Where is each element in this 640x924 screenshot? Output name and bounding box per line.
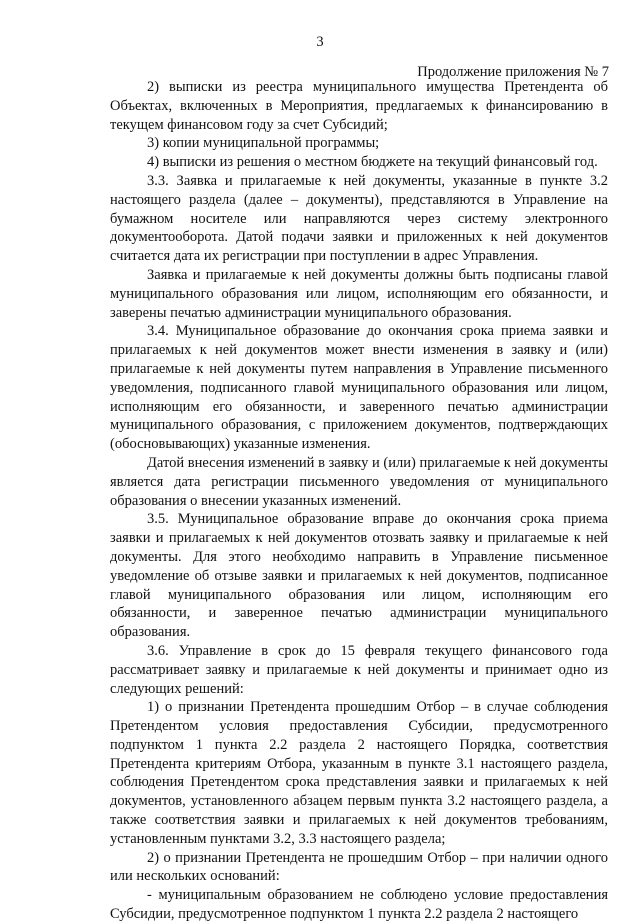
paragraph: 4) выписки из решения о местном бюджете на текущий финансовый год. <box>147 154 598 171</box>
paragraph: Датой внесения изменений в заявку и (или) прилагаемые к ней документы является дата регистрации письменного уведомления от муниципального образования о внесении указанных изменений. <box>110 454 608 509</box>
paragraph: 3.3. Заявка и прилагаемые к ней документы, указанные в пункте 3.2 настоящего раздела (далее – документы), представляются в Управление на бумажном носителе или направляются через систему электронного документооборота. Датой подачи заявки и приложенных к ней документов считается дата их регистрации при поступлении в адрес Управления. <box>110 172 608 265</box>
paragraph: 1) о признании Претендента прошедшим Отбор – в случае соблюдения Претендентом условия предоставления Субсидии, предусмотренного подпунктом 1 пункта 2.2 раздела 2 настоящего Порядка, соответствия Претендента критериям Отбора, указанным в пункте 3.1 настоящего раздела, соблюдения Претендентом срока представления заявки и прилагаемых к ней документов, установленного абзацем первым пункта 3.2 настоящего раздела, а также соответствия заявки и прилагаемых к ней документов требованиям, установленным пунктами 3.2, 3.3 настоящего раздела; <box>110 699 608 847</box>
paragraph: 2) о признании Претендента не прошедшим Отбор – при наличии одного или нескольких оснований: <box>110 849 608 885</box>
paragraph: - муниципальным образованием не соблюдено условие предоставления Субсидии, предусмотренное подпунктом 1 пункта 2.2 раздела 2 настоящего <box>110 887 608 923</box>
body-text <box>110 78 608 924</box>
paragraph: 3.6. Управление в срок до 15 февраля текущего финансового года рассматривает заявку и прилагаемые к ней документы и принимает одно из следующих решений: <box>110 642 608 697</box>
paragraph: 3.5. Муниципальное образование вправе до окончания срока приема заявки и прилагаемых к ней документов отозвать заявку и прилагаемые к ней документы. Для этого необходимо направить в Управление письменное уведомление об отзыве заявки и прилагаемых к ней документов, подписанное главой муниципального образования или лицом, исполняющим его обязанности, и заверенное печатью администрации муниципального образования. <box>110 511 608 641</box>
paragraph: 3) копии муниципальной программы; <box>147 135 380 152</box>
paragraph: Заявка и прилагаемые к ней документы должны быть подписаны главой муниципального образования или лицом, исполняющим его обязанности, и заверены печатью администрации муниципального образования. <box>110 266 608 321</box>
annex-continuation-note: Продолжение приложения № 7 <box>417 64 609 80</box>
paragraph: 2) выписки из реестра муниципального имущества Претендента об Объектах, включенных в Мероприятия, предлагаемых к финансированию в текущем финансовом году за счет Субсидий; <box>110 79 608 133</box>
paragraph: 3.4. Муниципальное образование до окончания срока приема заявки и прилагаемых к ней документов может внести изменения в заявку и (или) прилагаемые к ней документы путем направления в Управление письменного уведомления, подписанного главой муниципального образования или лицом, исполняющим его обязанности, и заверенного печатью администрации муниципального образования, с приложением документов, подтверждающих (обосновывающих) указанные изменения. <box>110 323 608 453</box>
page-number: 3 <box>316 34 324 50</box>
